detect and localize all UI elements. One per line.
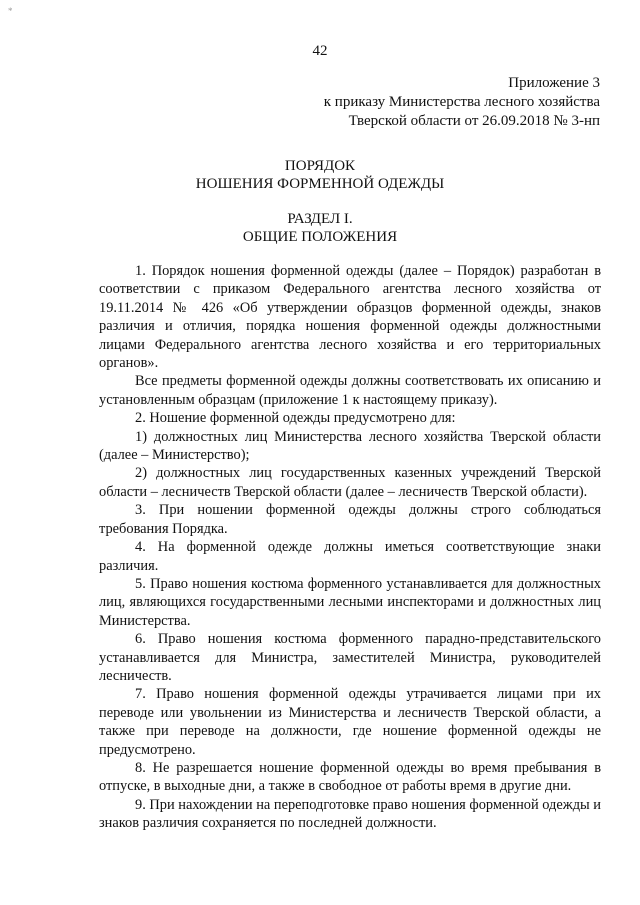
paragraph-2: Все предметы форменной одежды должны соответствовать их описанию и установленным образцам (приложение 1 к настоящему приказу). — [99, 373, 601, 408]
paragraph-3: 2. Ношение форменной одежды предусмотрено для: — [135, 410, 456, 427]
appendix-line-2: к приказу Министерства лесного хозяйства — [323, 94, 600, 110]
page-number: 42 — [312, 43, 328, 59]
paragraph-4: 1) должностных лиц Министерства лесного хозяйства Тверской области (далее – Министерство); — [99, 428, 601, 464]
document-title-line-2: НОШЕНИЯ ФОРМЕННОЙ ОДЕЖДЫ — [195, 176, 445, 192]
paragraph-6: 3. При ношении форменной одежды должны строго соблюдаться требования Порядка. — [99, 502, 601, 537]
section-heading — [0, 210, 640, 246]
paragraph-1: 1. Порядок ношения форменной одежды (далее – Порядок) разработан в соответствии с приказом Федерального агентства лесного хозяйства от 19.11.2014 № 426 «Об утверждении образцов форменной одежды, знаков различия и отличия, порядка ношения форменной одежды должностными лицами Федерального агентства лесного хозяйства и его территориальных органов». — [99, 263, 601, 372]
section-heading-line-2: ОБЩИЕ ПОЛОЖЕНИЯ — [242, 229, 398, 245]
document-title-line-1: ПОРЯДОК — [284, 158, 356, 174]
section-heading-line-1: РАЗДЕЛ I. — [287, 211, 353, 227]
paragraph-5: 2) должностных лиц государственных казенных учреждений Тверской области – лесничеств Тверской области (далее – лесничеств Тверской области). — [99, 465, 601, 500]
paragraph-12: 9. При нахождении на переподготовке право ношения форменной одежды и знаков различия сохраняется по последней должности. — [99, 796, 601, 832]
appendix-line-3: Тверской области от 26.09.2018 № 3-нп — [348, 113, 600, 129]
appendix-line-1: Приложение 3 — [508, 75, 600, 91]
paragraph-11: 8. Не разрешается ношение форменной одежды во время пребывания в отпуске, в выходные дни, а также в свободное от работы время в другие дни. — [99, 759, 601, 795]
document-title — [0, 157, 640, 193]
appendix-header — [324, 74, 600, 131]
paragraph-10: 7. Право ношения форменной одежды утрачивается лицами при их переводе или увольнении из Министерства и лесничеств Тверской области, а также при переводе на должности, где ношение форменной одежды не предусмотрено. — [99, 686, 601, 758]
paragraph-9: 6. Право ношения костюма форменного парадно-представительского устанавливается для Министра, заместителей Министра, руководителей лесничеств. — [99, 631, 601, 684]
scan-corner-mark: * — [8, 6, 13, 16]
paragraph-8: 5. Право ношения костюма форменного устанавливается для должностных лиц, являющихся государственными лесными инспекторами и должностных лиц Министерства. — [99, 575, 601, 629]
document-body — [99, 262, 601, 833]
paragraph-7: 4. На форменной одежде должны иметься соответствующие знаки различия. — [99, 539, 601, 574]
